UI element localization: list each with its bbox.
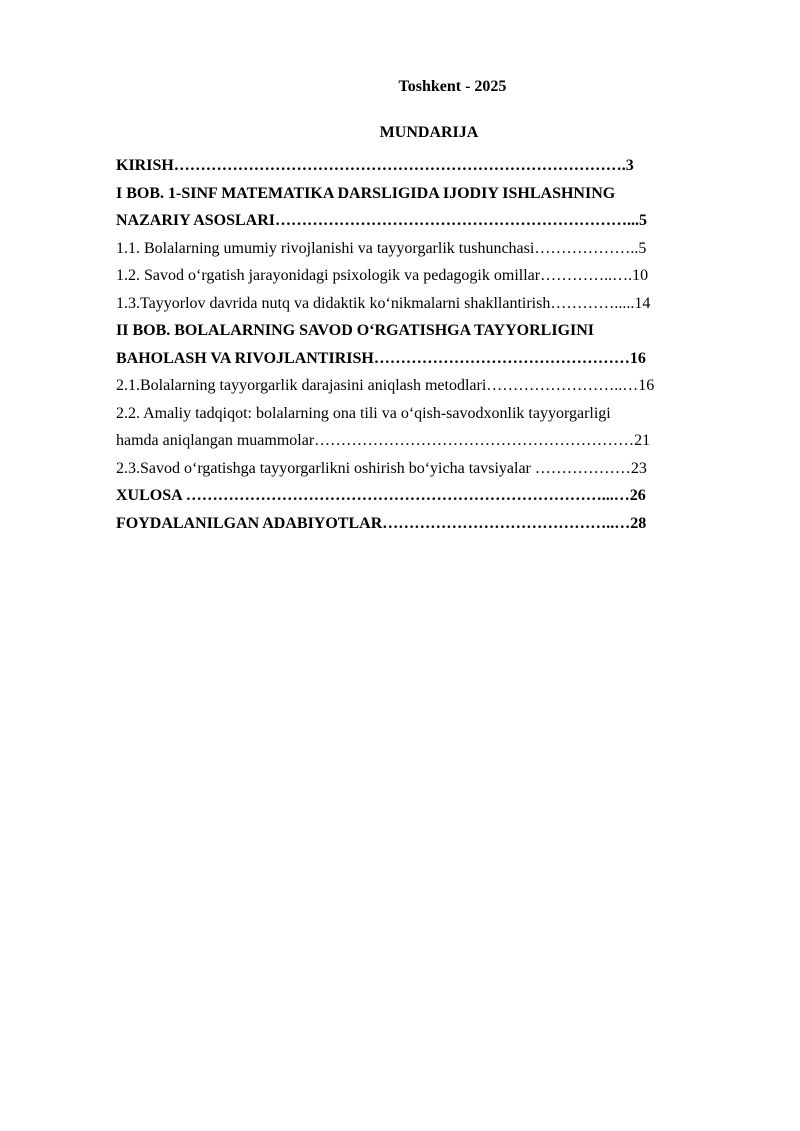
toc-entry-section-2-3	[116, 455, 742, 483]
toc-entry-section-1-1	[116, 235, 742, 263]
toc-entry-text: 1.2. Savod o‘rgatish jarayonidagi psixologik va pedagogik omillar…………..….10	[116, 267, 649, 284]
toc-entry-adabiyotlar	[116, 510, 742, 538]
toc-entry-text: 1.1. Bolalarning umumiy rivojlanishi va tayyorgarlik tushunchasi………………..5	[116, 239, 647, 257]
toc-entry-kirish	[116, 152, 742, 180]
toc-entry-text: FOYDALANILGAN ADABIYOTLAR……………………………………..…28	[116, 514, 647, 532]
toc-title: MUNDARIJA	[379, 124, 479, 141]
toc-entry-text: 1.3.Tayyorlov davrida nutq va didaktik ko‘nikmalarni shakllantirish………….....14	[116, 294, 651, 312]
toc-entry-text: 2.2. Amaliy tadqiqot: bolalarning ona tili va o‘qish-savodxonlik tayyorgarligi	[116, 404, 611, 422]
table-of-contents	[116, 152, 742, 537]
toc-entry-chapter-2-title-line-2	[116, 345, 742, 373]
city-year: Toshkent - 2025	[398, 78, 507, 95]
toc-entry-section-2-2-line-2	[116, 427, 742, 455]
toc-entry-text: XULOSA ……………………………………………………………………...…26	[116, 487, 646, 504]
toc-entry-text: I BOB. 1-SINF MATEMATIKA DARSLIGIDA IJODIY ISHLASHNING	[116, 184, 616, 202]
toc-entry-text: KIRISH………………………………………………………………………….3	[116, 157, 634, 174]
toc-entry-chapter-1-title-line-1	[116, 180, 742, 208]
toc-entry-section-1-2	[116, 262, 742, 290]
toc-entry-text: 2.3.Savod o‘rgatishga tayyorgarlikni oshirish bo‘yicha tavsiyalar ………………23	[116, 459, 647, 477]
toc-entry-section-1-3	[116, 290, 742, 318]
toc-entry-text: BAHOLASH VA RIVOJLANTIRISH…………………………………………16	[116, 349, 646, 367]
toc-entry-section-2-1	[116, 372, 742, 400]
toc-entry-section-2-2-line-1	[116, 400, 742, 428]
toc-entry-chapter-2-title-line-1	[116, 317, 742, 345]
toc-entry-text: II BOB. BOLALARNING SAVOD O‘RGATISHGA TAYYORLIGINI	[116, 322, 595, 339]
toc-entry-xulosa	[116, 482, 742, 510]
toc-entry-text: hamda aniqlangan muammolar……………………………………………………21	[116, 432, 651, 449]
toc-entry-text: 2.1.Bolalarning tayyorgarlik darajasini aniqlash metodlari……………………..…16	[116, 377, 655, 394]
toc-entry-text: NAZARIY ASOSLARI…………………………………………………………...5	[116, 212, 647, 229]
toc-entry-chapter-1-title-line-2	[116, 207, 742, 235]
